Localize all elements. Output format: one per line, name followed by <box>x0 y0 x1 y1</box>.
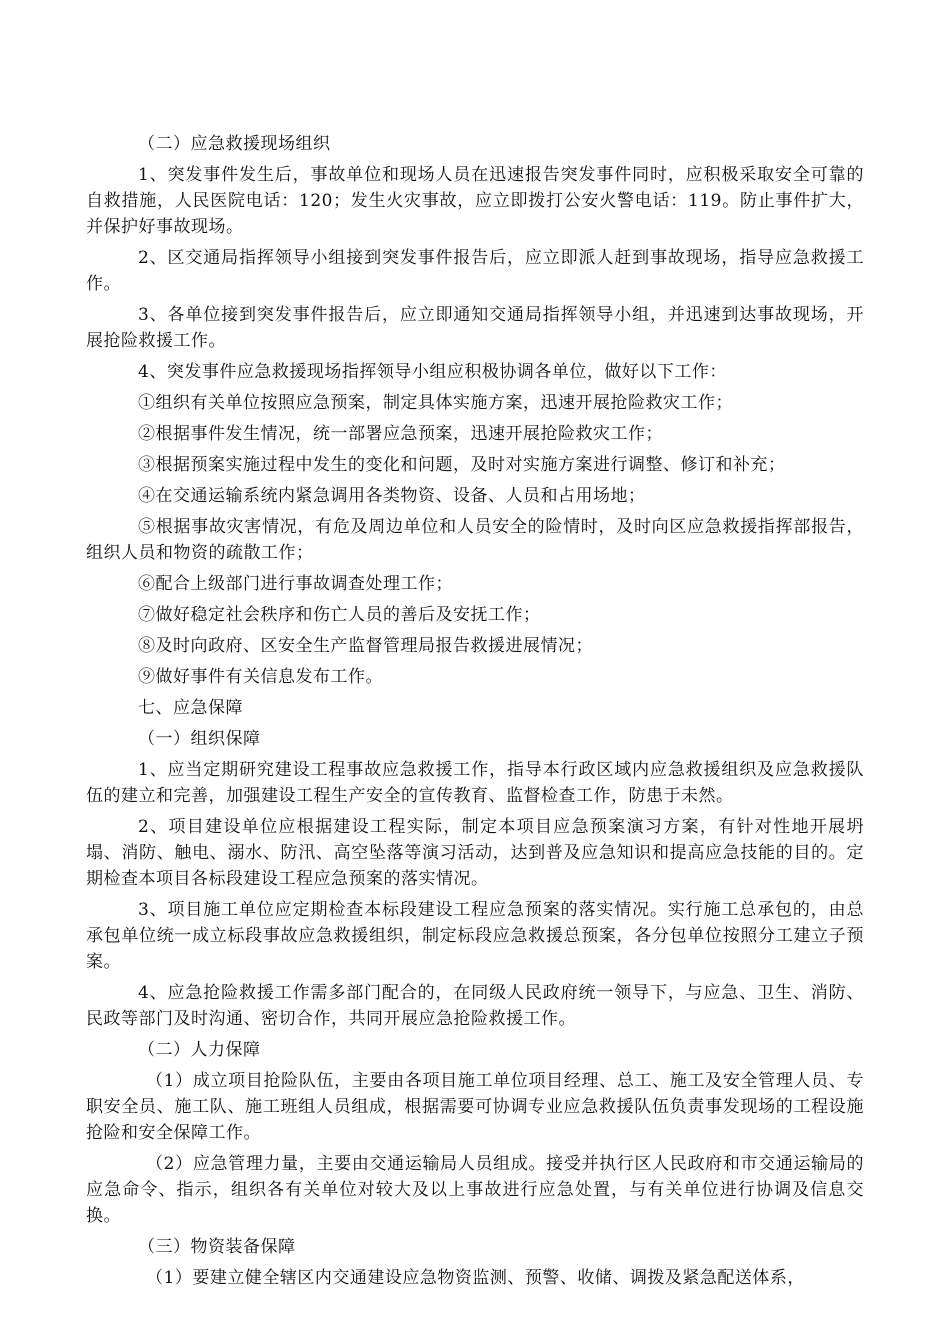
paragraph: 1、应当定期研究建设工程事故应急救援工作，指导本行政区域内应急救援组织及应急救援队伍的建立和完善，加强建设工程生产安全的宣传教育、监督检查工作，防患于未然。 <box>86 759 864 806</box>
heading-section-7-1: （一）组织保障 <box>138 728 261 749</box>
paragraph: （1）要建立健全辖区内交通建设应急物资监测、预警、收储、调拨及紧急配送体系， <box>146 1267 805 1288</box>
paragraph: （2）应急管理力量，主要由交通运输局人员组成。接受并执行区人民政府和市交通运输局的应急命令、指示，组织各有关单位对较大及以上事故进行应急处置，与有关单位进行协调及信息交换。 <box>86 1153 864 1226</box>
paragraph: （1）成立项目抢险队伍，主要由各项目施工单位项目经理、总工、施工及安全管理人员、专职安全员、施工队、施工班组人员组成，根据需要可协调专业应急救援队伍负责事发现场的工程设施抢险和安全保障工作。 <box>86 1070 864 1143</box>
heading-section-2-2: （二）应急救援现场组织 <box>138 133 331 154</box>
paragraph: 4、应急抢险救援工作需多部门配合的，在同级人民政府统一领导下，与应急、卫生、消防、民政等部门及时沟通、密切合作，共同开展应急抢险救援工作。 <box>86 982 864 1029</box>
list-item: ①组织有关单位按照应急预案，制定具体实施方案，迅速开展抢险救灾工作； <box>138 392 733 413</box>
list-item: ⑥配合上级部门进行事故调查处理工作； <box>138 573 453 594</box>
paragraph: 1、突发事件发生后，事故单位和现场人员在迅速报告突发事件同时，应积极采取安全可靠的自救措施，人民医院电话：120；发生火灾事故，应立即拨打公安火警电话：119。防止事件扩大，并保护好事故现场。 <box>86 164 864 237</box>
list-item: ⑨做好事件有关信息发布工作。 <box>138 666 383 687</box>
heading-section-7-3: （三）物资装备保障 <box>138 1236 296 1257</box>
list-item: ②根据事件发生情况，统一部署应急预案，迅速开展抢险救灾工作； <box>138 423 663 444</box>
list-item: ③根据预案实施过程中发生的变化和问题，及时对实施方案进行调整、修订和补充； <box>138 454 786 475</box>
paragraph: 4、突发事件应急救援现场指挥领导小组应积极协调各单位，做好以下工作： <box>138 361 727 382</box>
heading-section-7-2: （二）人力保障 <box>138 1039 261 1060</box>
list-item: ⑤根据事故灾害情况，有危及周边单位和人员安全的险情时，及时向区应急救援指挥部报告，组织人员和物资的疏散工作； <box>86 516 864 563</box>
paragraph: 3、项目施工单位应定期检查本标段建设工程应急预案的落实情况。实行施工总承包的，由总承包单位统一成立标段事故应急救援组织，制定标段应急救援总预案，各分包单位按照分工建立子预案。 <box>86 899 864 972</box>
list-item: ⑧及时向政府、区安全生产监督管理局报告救援进展情况； <box>138 635 593 656</box>
paragraph: 2、区交通局指挥领导小组接到突发事件报告后，应立即派人赶到事故现场，指导应急救援工作。 <box>86 247 864 294</box>
paragraph: 3、各单位接到突发事件报告后，应立即通知交通局指挥领导小组，并迅速到达事故现场，开展抢险救援工作。 <box>86 304 864 351</box>
list-item: ④在交通运输系统内紧急调用各类物资、设备、人员和占用场地； <box>138 485 646 506</box>
paragraph: 2、项目建设单位应根据建设工程实际，制定本项目应急预案演习方案，有针对性地开展坍塌、消防、触电、溺水、防汛、高空坠落等演习活动，达到普及应急知识和提高应急技能的目的。定期检查本项目各标段建设工程应急预案的落实情况。 <box>86 816 864 889</box>
heading-section-7: 七、应急保障 <box>138 697 243 718</box>
list-item: ⑦做好稳定社会秩序和伤亡人员的善后及安抚工作； <box>138 604 541 625</box>
document-body <box>86 128 864 1293</box>
